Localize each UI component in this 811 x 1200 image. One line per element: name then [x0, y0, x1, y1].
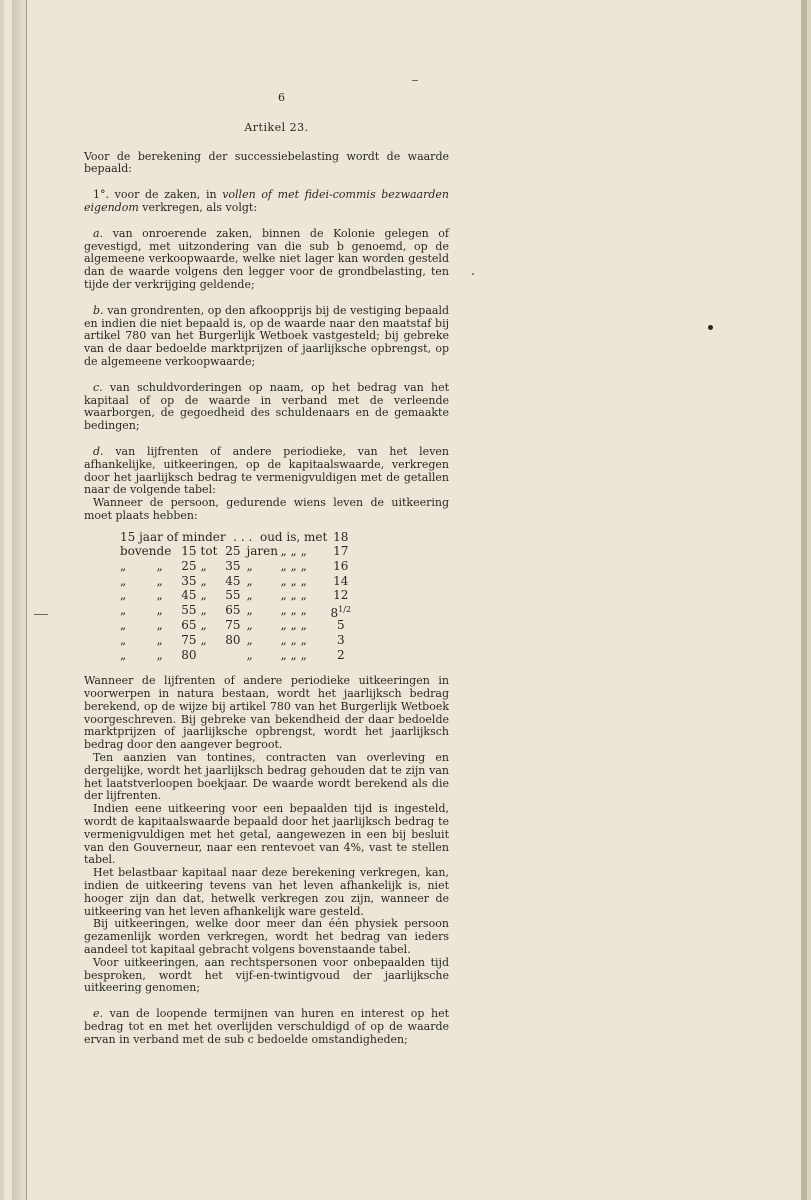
row-cell-c6: „	[246, 558, 253, 573]
row-cell-c1: „	[120, 573, 127, 588]
item-e-paragraph	[84, 1008, 449, 1046]
row-cell-c1: „	[120, 558, 127, 573]
item-c-text: van schuldvorderingen op naam, op het bedrag van het kapitaal of op de waarde in verband met de verleende waarborgen, de gegoedheid des schuldenaars en de gemaakte bedingen;	[84, 380, 449, 433]
row-cell-c5: 80	[225, 633, 241, 648]
item-d-text: van lijfrenten of andere periodieke, van het leven afhankelijke, uitkeeringen, op de kapitaalswaarde, verkregen door het jaarlijksch bedrag te vermenigvuldigen met de getallen naar de volgende tabel:	[84, 444, 450, 497]
paragraph-tontines: Ten aanzien van tontines, contracten van overleving en dergelijke, wordt het jaarlijksch bedrag gehouden dat te zijn van het laatstverloopen boekjaar. De waarde wordt berekend als die der lijfrenten.	[84, 751, 449, 803]
top-mark	[412, 80, 418, 81]
row-cell-c4	[201, 649, 219, 664]
row-cell-c2: „	[156, 633, 163, 648]
row-cell-c3: 65	[181, 618, 197, 633]
document-body	[84, 92, 449, 1060]
page-fold-line	[26, 0, 27, 1200]
table-row	[120, 531, 351, 546]
table-first-row-label	[120, 531, 331, 546]
ink-dot	[708, 325, 713, 330]
table-row	[120, 589, 351, 604]
row-cell-value: 17	[333, 544, 349, 559]
row-cell-c4: „	[200, 618, 207, 633]
table-row	[120, 634, 351, 649]
paragraph-rechtspersonen: Voor uitkeeringen, aan rechtspersonen voor onbepaalden tijd besproken, wordt het vijf-en-twintigvoud der jaarlijksche uitkeering genomen;	[84, 955, 449, 995]
row-cell-c3: 15	[181, 544, 197, 559]
row-cell-c3: 35	[181, 573, 197, 588]
row-cell-c6: jaren	[246, 544, 278, 559]
row-cell-c1: „	[120, 588, 127, 603]
row-cell-c2: „	[156, 647, 163, 662]
item-e-text: van de loopende termijnen van huren en interest op het bedrag tot en met het overlijden verschuldigd of op de waarde ervan in verband met de sub c bedoelde omstandigheden;	[84, 1007, 449, 1046]
item-b-text: van grondrenten, op den afkoopprijs bij de vestiging bepaald en indien die niet bepaald is, op de waarde naar den maatstaf bij artikel 780 van het Burgerlijk Wetboek vastgesteld; bij gebreke van de daar bedoelde marktprijzen of jaarlijksche opbrengst, op de algemeene verkoopwaarde;	[84, 303, 450, 368]
row-cell-c7: „ „ „	[280, 602, 307, 617]
row-cell-c3: 75	[181, 633, 197, 648]
row-cell-c7: „ „ „	[280, 633, 307, 648]
item-b-paragraph	[84, 305, 449, 369]
row-cell-c6: „	[246, 588, 253, 603]
row-cell-c2: de	[156, 544, 172, 559]
row-cell-value: 16	[333, 558, 349, 573]
row-cell-c7: „ „ „	[280, 558, 307, 573]
first-row-tail: oud is, met	[259, 529, 328, 544]
table-row	[120, 604, 351, 620]
row-cell-c5: 45	[225, 573, 241, 588]
item-c-paragraph	[84, 382, 449, 433]
page-right-edge	[801, 0, 807, 1200]
first-row-dots: . . .	[233, 529, 253, 544]
row-cell-value: 2	[336, 647, 345, 662]
table-row	[120, 560, 351, 575]
item-e-label: e.	[93, 1007, 104, 1021]
row-cell-c3: 80	[181, 647, 197, 662]
row-cell-value: 12	[333, 588, 349, 603]
row-cell-c3: 25	[181, 558, 197, 573]
table-row	[120, 575, 351, 590]
row-cell-c7: „ „ „	[280, 588, 307, 603]
row-cell-c6: „	[246, 573, 253, 588]
row-cell-c6: „	[246, 602, 253, 617]
row-cell-c1: „	[120, 633, 127, 648]
row-cell-c1: „	[120, 618, 127, 633]
age-multiplier-table	[120, 531, 351, 664]
item-d-paragraph	[84, 446, 449, 497]
row-cell-value: 5	[336, 618, 345, 633]
margin-mark	[34, 614, 48, 615]
row-cell-c3: 45	[181, 588, 197, 603]
row-cell-c7: „ „ „	[280, 647, 307, 662]
ink-speck	[472, 273, 474, 275]
item-b-label: b.	[93, 303, 104, 317]
row-cell-c6: „	[246, 618, 253, 633]
item-c-label: c.	[93, 380, 103, 394]
value-integer: 8	[330, 605, 339, 620]
paragraph-bepaalden-tijd: Indien eene uitkeering voor een bepaalden tijd is ingesteld, wordt de kapitaalswaarde bepaald door het jaarlijksch bedrag te vermenigvuldigen met het getal, aangewezen in een bij besluit van den Gouverneur, naar een rentevoet van 4%, vast te stellen tabel.	[84, 802, 449, 867]
page-number: 6	[278, 91, 285, 104]
row-cell-c4: „	[200, 573, 207, 588]
row-cell-c5: 55	[225, 588, 241, 603]
row-cell-c2: „	[156, 618, 163, 633]
item-1-suffix: verkregen, als volgt:	[138, 200, 258, 214]
item-a-text: van onroerende zaken, binnen de Kolonie gelegen of gevestigd, met uitzondering van die sub b genoemd, op de algemeene verkoopwaarde, welke niet lager kan worden gesteld dan de waarde volgens den legger voor de grondbelasting, ten tijde der verkrijging geldende;	[84, 226, 450, 291]
row-cell-value: 3	[336, 633, 345, 648]
table-row	[120, 545, 351, 560]
row-cell-c1: boven	[120, 544, 157, 559]
item-1-prefix: 1°. voor de zaken, in	[93, 188, 223, 202]
paragraph-natura: Wanneer de lijfrenten of andere periodieke uitkeeringen in voorwerpen in natura bestaan, wordt het jaarlijksch bedrag berekend, op de wijze bij artikel 780 van het Burgerlijk Wetboek voorgeschreven. Bij gebreke van bekendheid der daar bedoelde marktprijzen of jaarlijksche opbrengst, wordt het jaarlijksch bedrag door den aangever begroot.	[84, 674, 449, 752]
row-cell-c2: „	[156, 588, 163, 603]
item-1-italic: vollen of met fidei-commis bezwaarden eigendom	[84, 188, 449, 214]
paragraph-meer-personen: Bij uitkeeringen, welke door meer dan één physiek persoon gezamenlijk worden verkregen, wordt het bedrag van ieders aandeel tot kapitaal gebracht volgens bovenstaande tabel.	[84, 917, 449, 956]
row-cell-c5: 25	[225, 544, 241, 559]
table-row	[120, 619, 351, 634]
row-cell-c7: „ „ „	[280, 618, 307, 633]
row-cell-c4: tot	[200, 544, 218, 559]
item-a-paragraph	[84, 228, 449, 292]
row-cell-value: 14	[333, 573, 349, 588]
row-cell-c1: „	[120, 647, 127, 662]
table-intro: Wanneer de persoon, gedurende wiens leven de uitkeering moet plaats hebben:	[84, 496, 449, 522]
row-cell-c5: 35	[225, 558, 241, 573]
row-cell-c1: „	[120, 602, 127, 617]
row-cell-c5: 75	[225, 618, 241, 633]
row-cell-c6: „	[246, 647, 253, 662]
row-cell-c3: 55	[181, 602, 197, 617]
row-cell-value	[331, 604, 352, 620]
table-row	[120, 649, 351, 664]
first-row-label: 15 jaar of minder	[120, 529, 226, 544]
row-cell-c7: „ „ „	[280, 573, 307, 588]
item-d-label: d.	[93, 444, 104, 458]
intro-paragraph: Voor de berekening der successiebelasting wordt de waarde bepaald:	[84, 149, 449, 176]
paragraph-belastbaar: Het belastbaar kapitaal naar deze berekening verkregen, kan, indien de uitkeering tevens van het leven afhankelijk is, niet hooger zijn dan dat, hetwelk verkregen zou zijn, wanneer de uitkeering van het leven afhankelijk ware gesteld.	[84, 866, 449, 918]
row-cell-c2: „	[156, 558, 163, 573]
row-cell-c2: „	[156, 602, 163, 617]
item-a-label: a.	[93, 226, 104, 240]
row-cell-c5	[219, 649, 247, 664]
row-cell-c4: „	[200, 633, 207, 648]
row-cell-c4: „	[200, 602, 207, 617]
value-fraction: 1/2	[338, 604, 352, 614]
first-row-value: 18	[333, 529, 349, 544]
row-cell-c2: „	[156, 573, 163, 588]
scanned-page	[4, 0, 807, 1200]
row-cell-c6: „	[246, 633, 253, 648]
row-cell-c4: „	[200, 558, 207, 573]
row-cell-c7: „ „ „	[280, 544, 307, 559]
row-cell-c4: „	[200, 588, 207, 603]
binding-edge	[12, 0, 26, 1200]
item-1-paragraph	[84, 189, 449, 215]
row-cell-c5: 65	[225, 602, 241, 617]
article-heading: Artikel 23.	[244, 120, 309, 134]
